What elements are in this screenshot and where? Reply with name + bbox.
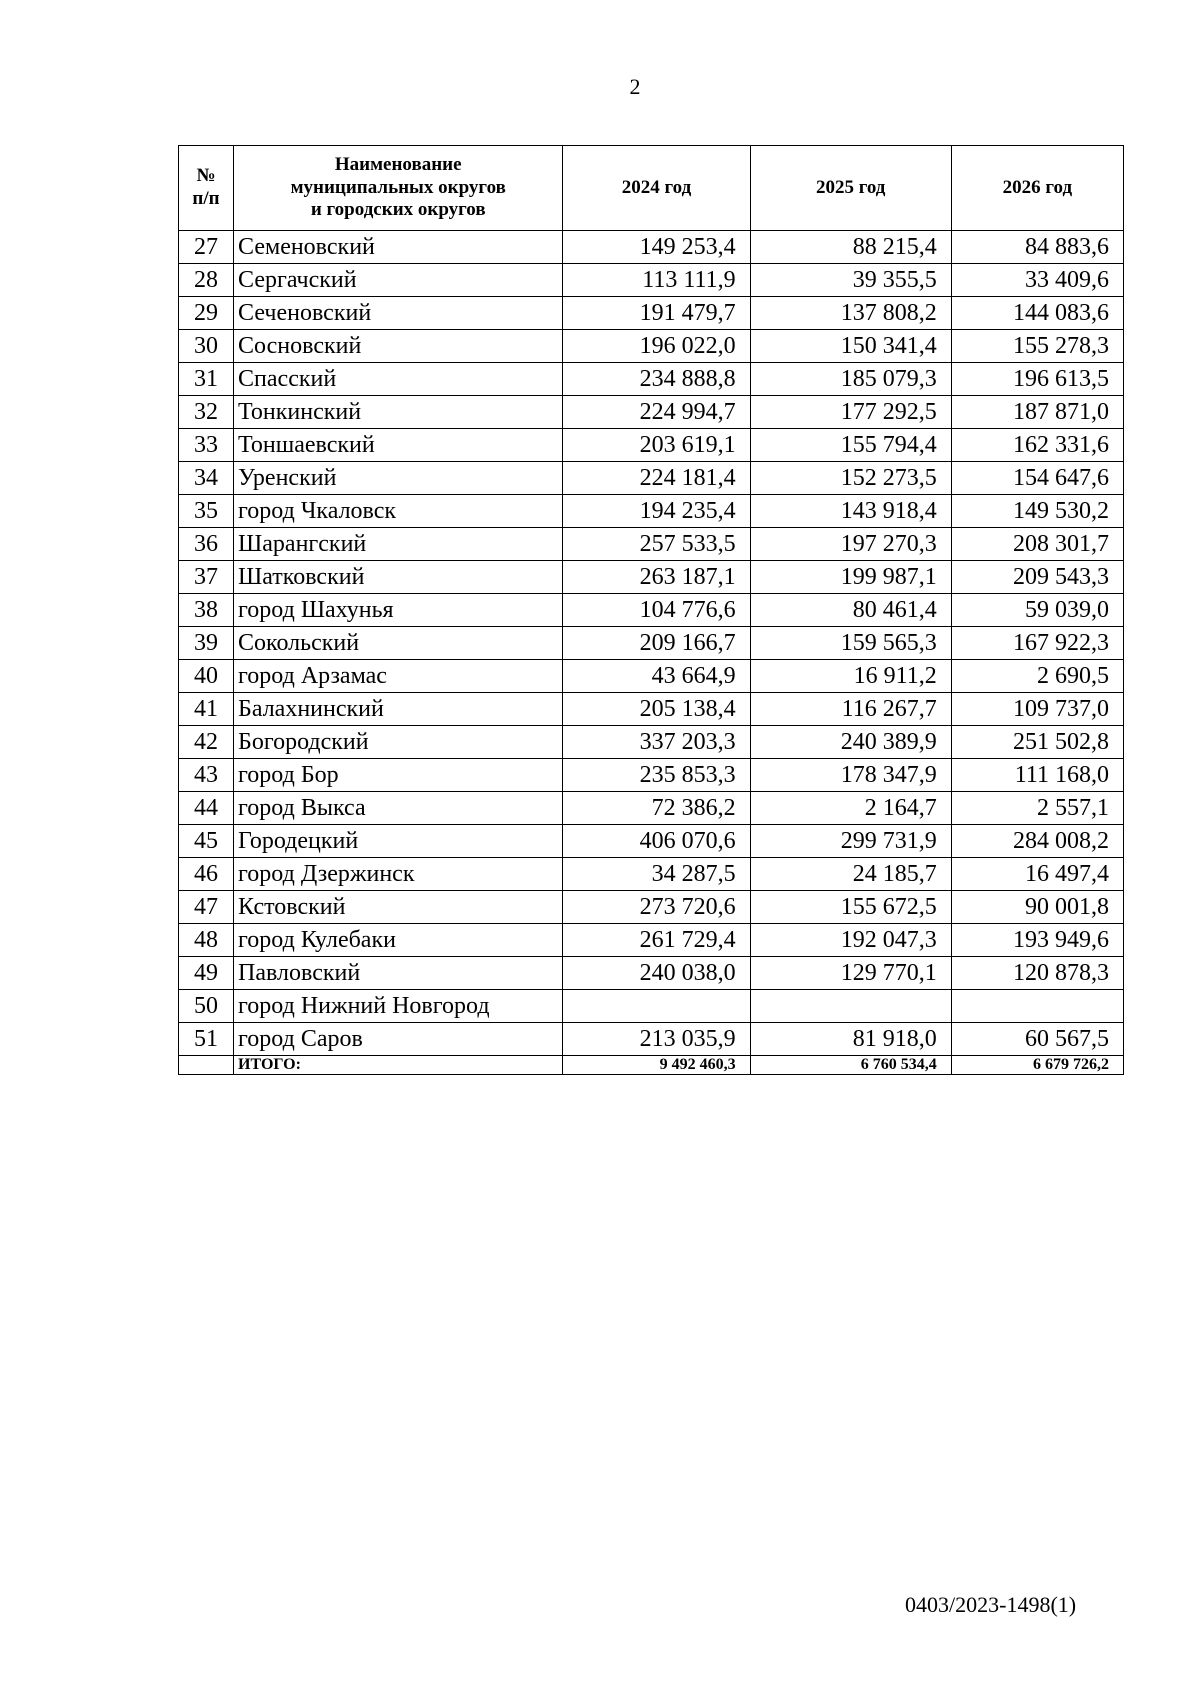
row-value-2026 [951,990,1123,1023]
row-value-2024: 194 235,4 [563,495,750,528]
total-2025: 6 760 534,4 [750,1056,951,1075]
row-number: 40 [179,660,234,693]
table-row [179,891,1124,924]
row-value-2025: 178 347,9 [750,759,951,792]
row-name: Городецкий [234,825,563,858]
row-value-2026: 187 871,0 [951,396,1123,429]
table-row [179,759,1124,792]
row-value-2026: 154 647,6 [951,462,1123,495]
row-name: Кстовский [234,891,563,924]
row-number: 35 [179,495,234,528]
row-value-2025: 24 185,7 [750,858,951,891]
row-number: 36 [179,528,234,561]
row-number: 31 [179,363,234,396]
row-name: Богородский [234,726,563,759]
row-name: Сеченовский [234,297,563,330]
row-value-2026: 196 613,5 [951,363,1123,396]
row-name: город Арзамас [234,660,563,693]
row-value-2024: 257 533,5 [563,528,750,561]
row-value-2024: 240 038,0 [563,957,750,990]
row-number: 50 [179,990,234,1023]
row-value-2024: 149 253,4 [563,231,750,264]
table-body [179,231,1124,1056]
table-row [179,1023,1124,1056]
table-row [179,495,1124,528]
row-value-2024: 261 729,4 [563,924,750,957]
row-number: 41 [179,693,234,726]
row-value-2024: 205 138,4 [563,693,750,726]
row-name: Сосновский [234,330,563,363]
row-number: 27 [179,231,234,264]
row-value-2024: 337 203,3 [563,726,750,759]
row-value-2026: 251 502,8 [951,726,1123,759]
row-value-2025: 299 731,9 [750,825,951,858]
row-value-2025: 240 389,9 [750,726,951,759]
header-name-line: Наименование [334,153,462,175]
row-number: 30 [179,330,234,363]
table-row [179,924,1124,957]
row-value-2026: 155 278,3 [951,330,1123,363]
row-value-2026: 84 883,6 [951,231,1123,264]
row-value-2024: 234 888,8 [563,363,750,396]
row-value-2026: 59 039,0 [951,594,1123,627]
row-number: 43 [179,759,234,792]
row-name: город Бор [234,759,563,792]
row-value-2024: 273 720,6 [563,891,750,924]
row-value-2025: 197 270,3 [750,528,951,561]
row-number: 51 [179,1023,234,1056]
table-row [179,957,1124,990]
row-number: 37 [179,561,234,594]
row-value-2024: 224 994,7 [563,396,750,429]
row-name: город Кулебаки [234,924,563,957]
row-value-2026: 2 557,1 [951,792,1123,825]
row-value-2024: 235 853,3 [563,759,750,792]
total-2024: 9 492 460,3 [563,1056,750,1075]
row-value-2024: 104 776,6 [563,594,750,627]
table-row [179,264,1124,297]
row-number: 49 [179,957,234,990]
table-row [179,660,1124,693]
row-number: 39 [179,627,234,660]
total-row [179,1056,1124,1075]
row-value-2025: 185 079,3 [750,363,951,396]
row-value-2025: 16 911,2 [750,660,951,693]
row-value-2026: 162 331,6 [951,429,1123,462]
header-num-line: № [196,165,216,187]
row-value-2024: 34 287,5 [563,858,750,891]
row-name: город Дзержинск [234,858,563,891]
row-value-2024: 72 386,2 [563,792,750,825]
header-2026: 2026 год [951,146,1123,231]
row-number: 28 [179,264,234,297]
table-row [179,330,1124,363]
row-name: Уренский [234,462,563,495]
table-row [179,561,1124,594]
row-name: Сокольский [234,627,563,660]
header-name [234,146,563,231]
row-value-2024: 203 619,1 [563,429,750,462]
row-number: 38 [179,594,234,627]
row-value-2025: 39 355,5 [750,264,951,297]
table-row [179,231,1124,264]
row-value-2024: 191 479,7 [563,297,750,330]
row-value-2025: 143 918,4 [750,495,951,528]
total-num-cell [179,1056,234,1075]
total-label: ИТОГО: [234,1056,563,1075]
row-value-2025: 137 808,2 [750,297,951,330]
row-value-2025: 159 565,3 [750,627,951,660]
table-row [179,990,1124,1023]
row-name: город Шахунья [234,594,563,627]
row-value-2025: 88 215,4 [750,231,951,264]
row-value-2025: 81 918,0 [750,1023,951,1056]
row-number: 44 [179,792,234,825]
row-value-2024: 263 187,1 [563,561,750,594]
row-value-2026: 144 083,6 [951,297,1123,330]
table-row [179,462,1124,495]
table-row [179,825,1124,858]
row-value-2025: 152 273,5 [750,462,951,495]
table-row [179,429,1124,462]
row-number: 47 [179,891,234,924]
header-num [179,146,234,231]
row-name: Павловский [234,957,563,990]
table-row [179,627,1124,660]
row-value-2024: 213 035,9 [563,1023,750,1056]
row-value-2025: 155 672,5 [750,891,951,924]
row-value-2025: 116 267,7 [750,693,951,726]
row-name: Балахнинский [234,693,563,726]
table-row [179,693,1124,726]
row-value-2025: 2 164,7 [750,792,951,825]
row-number: 45 [179,825,234,858]
row-value-2026: 16 497,4 [951,858,1123,891]
row-value-2024: 406 070,6 [563,825,750,858]
row-number: 42 [179,726,234,759]
row-value-2025: 80 461,4 [750,594,951,627]
row-number: 48 [179,924,234,957]
budget-table [178,145,1124,1075]
header-num-line: п/п [192,188,220,209]
row-value-2024 [563,990,750,1023]
row-value-2024: 196 022,0 [563,330,750,363]
total-2026: 6 679 726,2 [951,1056,1123,1075]
row-value-2026: 60 567,5 [951,1023,1123,1056]
table-header-row [179,146,1124,231]
row-value-2024: 209 166,7 [563,627,750,660]
row-value-2026: 167 922,3 [951,627,1123,660]
row-value-2026: 90 001,8 [951,891,1123,924]
row-value-2025: 192 047,3 [750,924,951,957]
table-row [179,594,1124,627]
row-value-2025: 177 292,5 [750,396,951,429]
table-row [179,363,1124,396]
row-value-2024: 113 111,9 [563,264,750,297]
row-value-2025: 155 794,4 [750,429,951,462]
row-number: 29 [179,297,234,330]
row-value-2024: 224 181,4 [563,462,750,495]
table-row [179,792,1124,825]
row-value-2026: 209 543,3 [951,561,1123,594]
row-value-2026: 120 878,3 [951,957,1123,990]
table-row [179,297,1124,330]
row-name: Спасский [234,363,563,396]
table-row [179,528,1124,561]
row-value-2025 [750,990,951,1023]
row-name: Шатковский [234,561,563,594]
table-row [179,396,1124,429]
table-row [179,858,1124,891]
row-value-2026: 208 301,7 [951,528,1123,561]
row-value-2026: 193 949,6 [951,924,1123,957]
row-name: город Саров [234,1023,563,1056]
row-name: Тонкинский [234,396,563,429]
row-value-2025: 150 341,4 [750,330,951,363]
row-number: 33 [179,429,234,462]
row-number: 46 [179,858,234,891]
header-2025: 2025 год [750,146,951,231]
row-name: Шарангский [234,528,563,561]
row-name: город Нижний Новгород [234,990,563,1023]
row-value-2025: 129 770,1 [750,957,951,990]
row-name: Сергачский [234,264,563,297]
row-name: Тоншаевский [234,429,563,462]
row-value-2026: 33 409,6 [951,264,1123,297]
header-2024: 2024 год [563,146,750,231]
row-value-2024: 43 664,9 [563,660,750,693]
row-number: 34 [179,462,234,495]
table-row [179,726,1124,759]
header-name-line: муниципальных округов [290,176,506,198]
row-value-2026: 2 690,5 [951,660,1123,693]
document-code: 0403/2023-1498(1) [905,1592,1077,1617]
row-name: город Чкаловск [234,495,563,528]
row-value-2026: 109 737,0 [951,693,1123,726]
header-name-line: и городских округов [310,199,486,221]
row-value-2026: 149 530,2 [951,495,1123,528]
row-value-2025: 199 987,1 [750,561,951,594]
row-name: город Выкса [234,792,563,825]
row-value-2026: 111 168,0 [951,759,1123,792]
row-number: 32 [179,396,234,429]
row-name: Семеновский [234,231,563,264]
page-number: 2 [629,74,641,99]
row-value-2026: 284 008,2 [951,825,1123,858]
